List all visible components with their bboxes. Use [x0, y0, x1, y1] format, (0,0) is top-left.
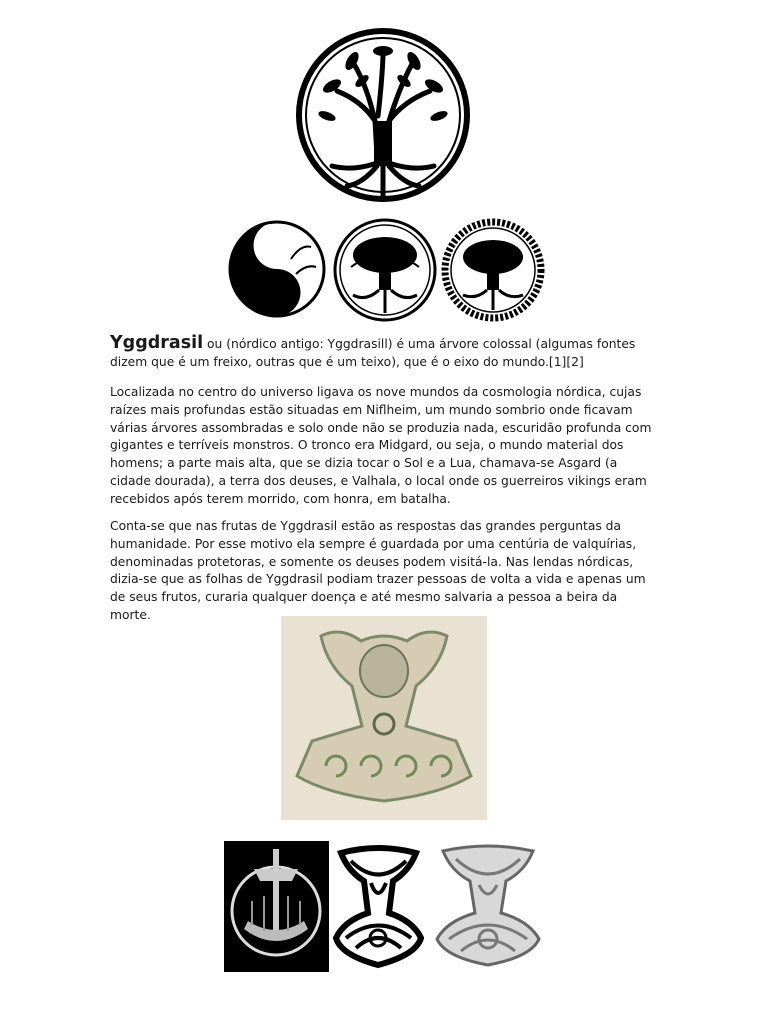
paragraph-cosmology: Localizada no centro do universo ligava os nove mundos da cosmologia nórdica, cujas raízes mais profundas estão situadas em Niflheim, um mundo sombrio onde ficavam várias árvores assombradas e solo onde não se produzia nada, escuridão profunda com gigantes e terríveis monstros. O tronco era Midgard, ou seja, o mundo material dos homens; a parte mais alta, que se dizia tocar o Sol e a Lua, chamava-se Asgard (a cidade dourada), a terra dos deuses, e Valhala, o local onde os guerreiros vikings eram recebidos após terem morrido, com honra, em batalha.	[110, 385, 652, 506]
celtic-knot-tree-icon	[331, 217, 439, 323]
silver-mjolnir-icon	[431, 841, 545, 972]
intro-text: ou (nórdico antigo: Yggdrasill) é uma árvore colossal (algumas fontes dizem que é um freixo, outras que é um teixo), que é o eixo do mundo.[1][2]	[110, 337, 636, 369]
knotwork-mjolnir-icon	[331, 843, 426, 973]
yin-yang-tree-icon	[226, 219, 328, 319]
paragraph-fruits: Conta-se que nas frutas de Yggdrasil estão as respostas das grandes perguntas da humanidade. Por esse motivo ela sempre é guardada por uma centúria de valquírias, denominadas protetoras, e somente os deuses podem visitá-la. Nas lendas nórdicas, dizia-se que as folhas de Yggdrasil podiam trazer pessoas de volta a vida e apenas um de seus frutos, curaria qualquer doença e até mesmo salvaria a pessoa a beira da morte.	[110, 519, 646, 622]
ouroboros-tree-icon	[441, 217, 545, 323]
mjolnir-pendant-icon	[281, 616, 487, 820]
viking-ship-mjolnir-icon	[224, 841, 329, 972]
intro-paragraph	[110, 335, 658, 372]
article-title: Yggdrasil	[110, 333, 204, 353]
tree-of-life-icon	[292, 26, 474, 204]
